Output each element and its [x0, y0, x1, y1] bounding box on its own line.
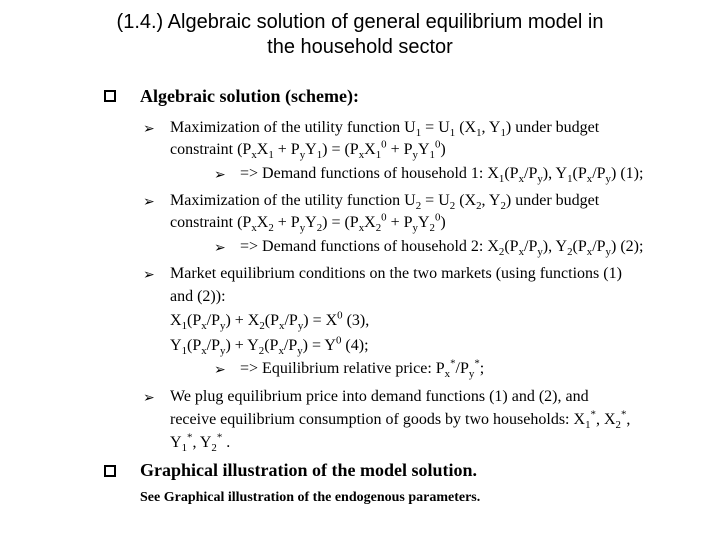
- slide-title: [40, 10, 680, 60]
- equation-3: $X_1(P_x/P_y) + X_2(P_x/P_y) = X^0$ (3),: [170, 309, 370, 333]
- arrow-bullet-icon: ➢: [214, 362, 226, 378]
- arrow-bullet-icon: ➢: [143, 267, 155, 283]
- arrow-bullet-icon: ➢: [214, 167, 226, 183]
- demand-functions-household-2: => Demand functions of household 2: $X_2(P_x/P_y)$, $Y_2(P_x/P_y)$ (2);: [240, 238, 644, 259]
- arrow-bullet-icon: ➢: [143, 121, 155, 137]
- square-bullet-icon: [104, 90, 116, 102]
- graphical-reference-note: See Graphical illustration of the endogenous parameters.: [140, 490, 481, 505]
- item2-line1: Maximization of the utility function $U_2 = U_2$ ($X_2$, $Y_2$) under budget: [170, 192, 600, 213]
- arrow-bullet-icon: ➢: [214, 240, 226, 256]
- item2-line2: constraint $(P_xX_2 + P_yY_2) = (P_xX_2^0 + P_yY_2^0)$: [170, 211, 446, 235]
- equation-4: $Y_1(P_x/P_y) + Y_2(P_x/P_y) = Y^0$ (4);: [170, 334, 369, 358]
- item4-line3: $Y_1^*$, $Y_2^*$ .: [170, 431, 231, 455]
- title-line-1: (1.4.) Algebraic solution of general equilibrium model in: [116, 11, 604, 33]
- market-equilibrium-line1: Market equilibrium conditions on the two markets (using functions (1): [170, 265, 622, 282]
- market-equilibrium-line2: and (2)):: [170, 288, 226, 305]
- arrow-bullet-icon: ➢: [143, 390, 155, 406]
- item4-line1: We plug equilibrium price into demand functions (1) and (2), and: [170, 388, 589, 405]
- arrow-bullet-icon: ➢: [143, 194, 155, 210]
- square-bullet-icon: [104, 465, 116, 477]
- demand-functions-household-1: => Demand functions of household 1: $X_1(P_x/P_y)$, $Y_1(P_x/P_y)$ (1);: [240, 165, 644, 186]
- item1-line2: constraint $(P_xX_1 + P_yY_1) = (P_xX_1^0 + P_yY_1^0)$: [170, 138, 446, 162]
- equilibrium-relative-price: => Equilibrium relative price: $P_x^*/P_y^*$;: [240, 357, 485, 381]
- section-heading-algebraic: Algebraic solution (scheme):: [140, 86, 359, 106]
- item4-line2: receive equilibrium consumption of goods by two households: $X_1^*$, $X_2^*$,: [170, 408, 631, 432]
- item1-line1: Maximization of the utility function $U_1 = U_1$ ($X_1$, $Y_1$) under budget: [170, 119, 600, 140]
- section-heading-graphical: Graphical illustration of the model solution.: [140, 460, 478, 480]
- title-line-2: the household sector: [267, 36, 453, 58]
